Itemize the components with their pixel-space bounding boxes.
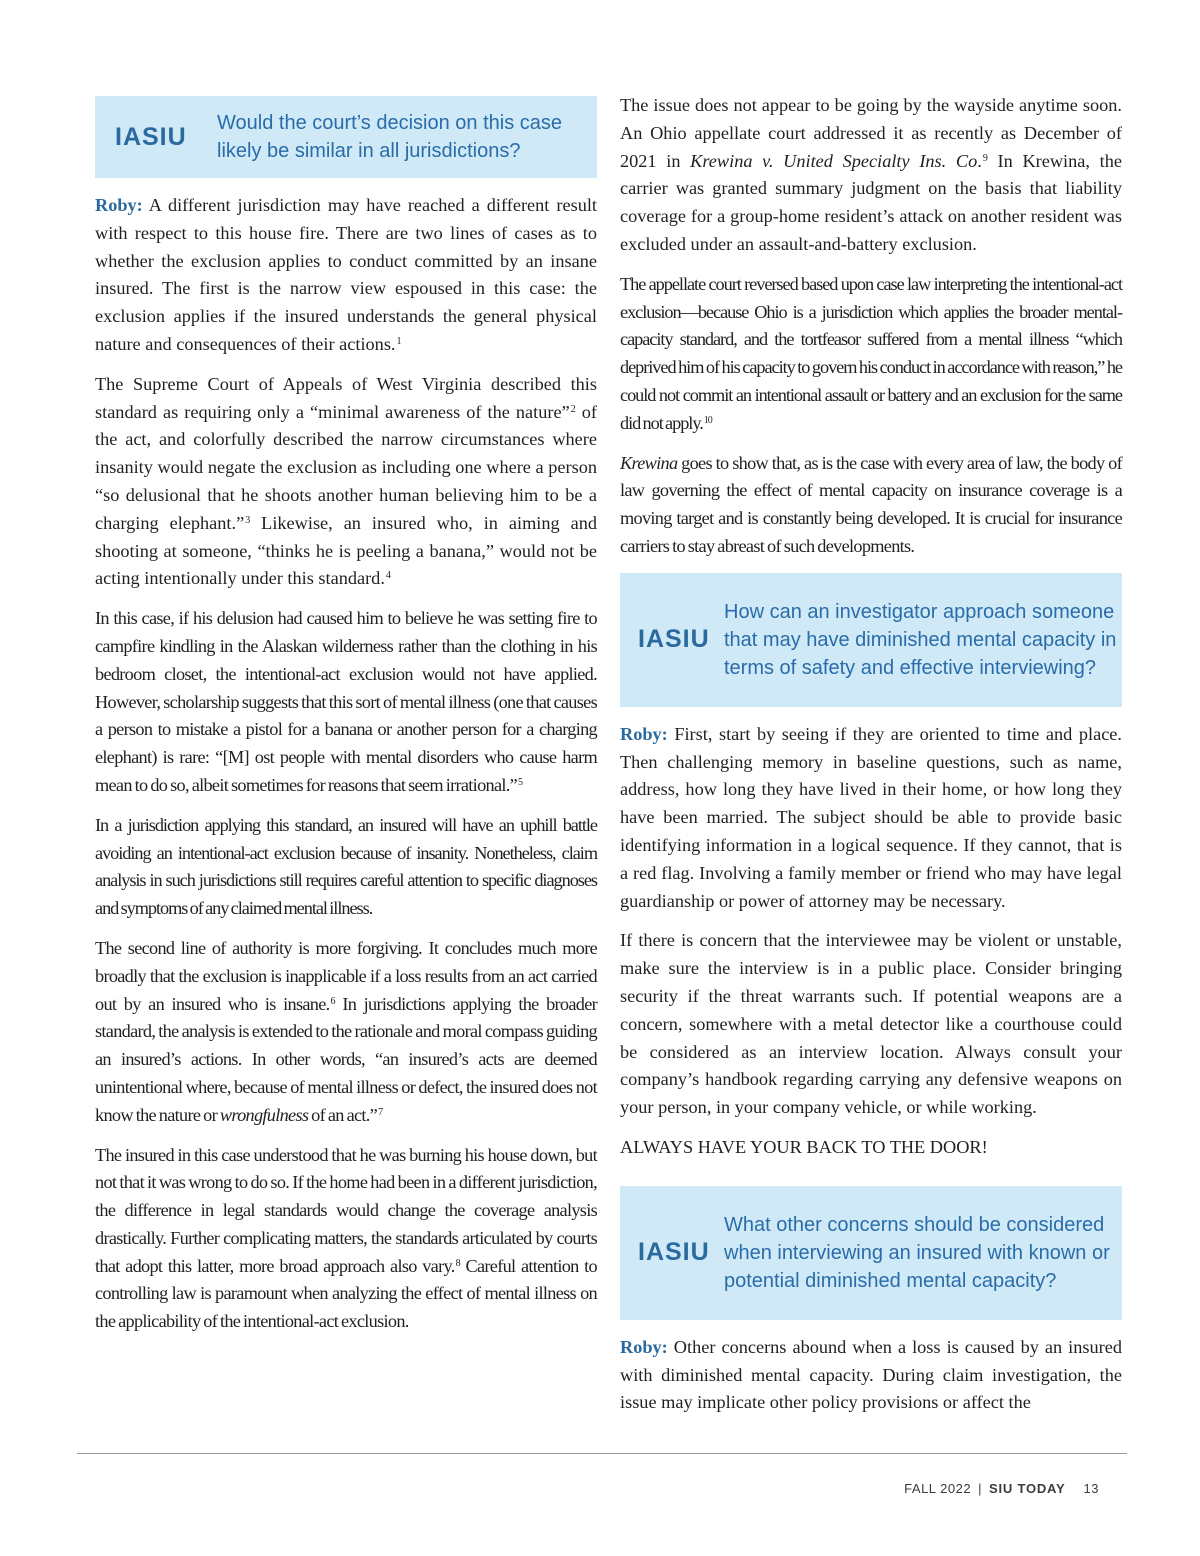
iasiu-label: IASIU: [638, 1238, 710, 1267]
paragraph-text: In jurisdictions applying the broader standard, the analysis is extended to the rationale and moral compass guiding an insured’s actions. In other words, “an insured’s acts are deemed unintentional where, because of mental illness or defect, the insured does not know the nature or: [95, 993, 597, 1125]
iasiu-question-box: [95, 96, 597, 178]
question-text: Would the court’s decision on this case likely be similar in all jurisdictions?: [217, 112, 563, 162]
footnote-ref: 1: [396, 335, 402, 347]
footer-separator: |: [978, 1481, 982, 1496]
body-paragraph: [95, 605, 597, 800]
footnote-ref: 7: [378, 1106, 383, 1118]
iasiu-label: IASIU: [115, 122, 187, 151]
question-text: How can an investigator approach someone that may have diminished mental capacity in terms of safety and effective interviewing?: [724, 600, 1117, 679]
paragraph-text: Careful attention to controlling law is paramount when analyzing the effect of mental illness on the applicability of the intentional-act exclusion.: [95, 1255, 598, 1332]
paragraph-text: The second line of authority is more forgiving. It concludes much more broadly that the exclusion is inapplicable if a loss results from an act carried out by an insured who is insane.: [95, 937, 597, 1014]
body-paragraph: [95, 371, 597, 593]
paragraph-text: The Supreme Court of Appeals of West Virginia described this standard as requiring only a “minimal awareness of the nature”: [95, 373, 597, 422]
iasiu-question-box: [620, 573, 1122, 707]
footnote-ref: 4: [385, 570, 391, 582]
paragraph-text: of an act.”: [308, 1104, 378, 1125]
footnote-ref: 2: [570, 403, 576, 415]
paragraph-text: In Krewina, the carrier was granted summary judgment on the basis that liability coverage for a group-home resident’s attack on another resident was excluded under an assault-and-battery exclusion.: [620, 150, 1122, 254]
paragraph-text: In this case, if his delusion had caused him to believe he was setting fire to campfire kindling in the Alaskan wilderness rather than the clothing in his bedroom closet, the intentional-act exclusion would not have applied. However, scholarship suggests that this sort of mental illness (one that causes a person to mistake a pistol for a banana or another person for a charging elephant) is rare: “[M] ost people with mental disorders who cause harm mean to do so, albeit sometimes for reasons that seem irrational.”: [95, 608, 597, 795]
magazine-title: SIU TODAY: [988, 1481, 1066, 1496]
paragraph-text: Likewise, an insured who, in aiming and shooting at someone, “thinks he is peeling a banana,” would not be acting intentionally under this standard.: [95, 512, 597, 589]
emphasis-line: [620, 1134, 1122, 1162]
answer-paragraph: [95, 192, 597, 359]
footnote-ref: 8: [455, 1257, 460, 1269]
question-text: What other concerns should be considered when interviewing an insured with known or potential diminished mental capacity?: [724, 1213, 1110, 1292]
iasiu-label: IASIU: [638, 625, 710, 654]
footnote-ref: 9: [982, 152, 988, 164]
paragraph-text: A different jurisdiction may have reached a different result with respect to this house fire. There are two lines of cases as to whether the exclusion applies to conduct committed by an insane insured. The first is the narrow view espoused in this case: the exclusion applies if the insured understands the general physical nature and consequences of their actions.: [95, 195, 597, 354]
paragraph-text: .: [977, 150, 982, 171]
left-column: [95, 92, 597, 1348]
paragraph-text: The insured in this case understood that he was burning his house down, but not that it was wrong to do so. If the home had been in a different jurisdiction, the difference in legal standards would change the coverage analysis drastically. Further complicating matters, the standards articulated by courts that adopt this latter, more broad approach also vary.: [95, 1144, 597, 1276]
emphasis-text: wrongfulness: [219, 1104, 309, 1125]
body-paragraph: [620, 927, 1122, 1122]
paragraph-text: Other concerns abound when a loss is caused by an insured with diminished mental capacity. During claim investigation, the issue may implicate other policy provisions or affect the: [620, 1336, 1122, 1413]
paragraph-text: In a jurisdiction applying this standard, an insured will have an uphill battle avoiding an intentional-act exclusion because of insanity. Nonetheless, claim analysis in such jurisdictions still requires careful attention to specific diagnoses and symptoms of any claimed mental illness.: [95, 814, 597, 919]
paragraph-text: goes to show that, as is the case with every area of law, the body of law governing the effect of mental capacity on insurance coverage is a moving target and is constantly being developed. It is crucial for insurance carriers to stay abreast of such developments.: [620, 452, 1122, 556]
right-column: [620, 92, 1122, 1429]
page-footer: [904, 1481, 1099, 1496]
footnote-ref: 6: [330, 995, 335, 1007]
paragraph-text: If there is concern that the interviewee may be violent or unstable, make sure the interview is in a public place. Consider bringing security if the threat warrants such. If potential weapons are a concern, somewhere with a metal detector like a courthouse could be considered as an interview location. Always consult your company’s handbook regarding carrying any defensive weapons on your person, in your company vehicle, or while working.: [620, 930, 1122, 1118]
speaker-label: Roby:: [620, 1336, 668, 1357]
paragraph-text: ALWAYS HAVE YOUR BACK TO THE DOOR!: [620, 1136, 988, 1157]
body-paragraph: [620, 450, 1122, 561]
paragraph-text: of the act, and colorfully described the narrow circumstances where insanity would negate the exclusion as including one where a person “so delusional that he shoots another human believing him to be a charging elephant.”: [95, 401, 597, 533]
body-paragraph: [620, 271, 1122, 438]
footnote-ref: 10: [703, 414, 712, 426]
footnote-ref: 5: [518, 776, 523, 788]
body-paragraph: [95, 1142, 597, 1337]
answer-paragraph: [620, 1334, 1122, 1417]
footer-divider: [77, 1453, 1127, 1454]
footnote-ref: 3: [245, 514, 251, 526]
case-name: Krewina: [620, 452, 678, 473]
speaker-label: Roby:: [620, 723, 668, 744]
body-paragraph: [95, 812, 597, 923]
issue-label: FALL 2022: [904, 1481, 972, 1496]
body-paragraph: [620, 92, 1122, 259]
paragraph-text: The appellate court reversed based upon case law interpreting the intentional-act exclusion—because Ohio is a jurisdiction which applies the broader mental-capacity standard, and the tortfeasor suffered from a mental illness “which deprived him of his capacity to govern his conduct in accordance with reason,” he could not commit an intentional assault or battery and an exclusion for the same did not apply.: [620, 273, 1122, 433]
answer-paragraph: [620, 721, 1122, 916]
page-number: 13: [1083, 1481, 1099, 1496]
paragraph-text: The issue does not appear to be going by the wayside anytime soon. An Ohio appellate court addressed it as recently as December of 2021 in: [620, 95, 1122, 171]
body-paragraph: [95, 935, 597, 1130]
speaker-label: Roby:: [95, 195, 143, 215]
paragraph-text: First, start by seeing if they are oriented to time and place. Then challenging memory in baseline questions, such as name, address, how long they have lived in their home, or how long they have been married. The subject should be able to provide basic identifying information in a logical sequence. If they cannot, that is a red flag. Involving a family member or friend who may have legal guardianship or power of attorney may be necessary.: [620, 723, 1122, 911]
iasiu-question-box: [620, 1186, 1122, 1320]
case-name: Krewina v. United Specialty Ins. Co: [690, 150, 978, 171]
